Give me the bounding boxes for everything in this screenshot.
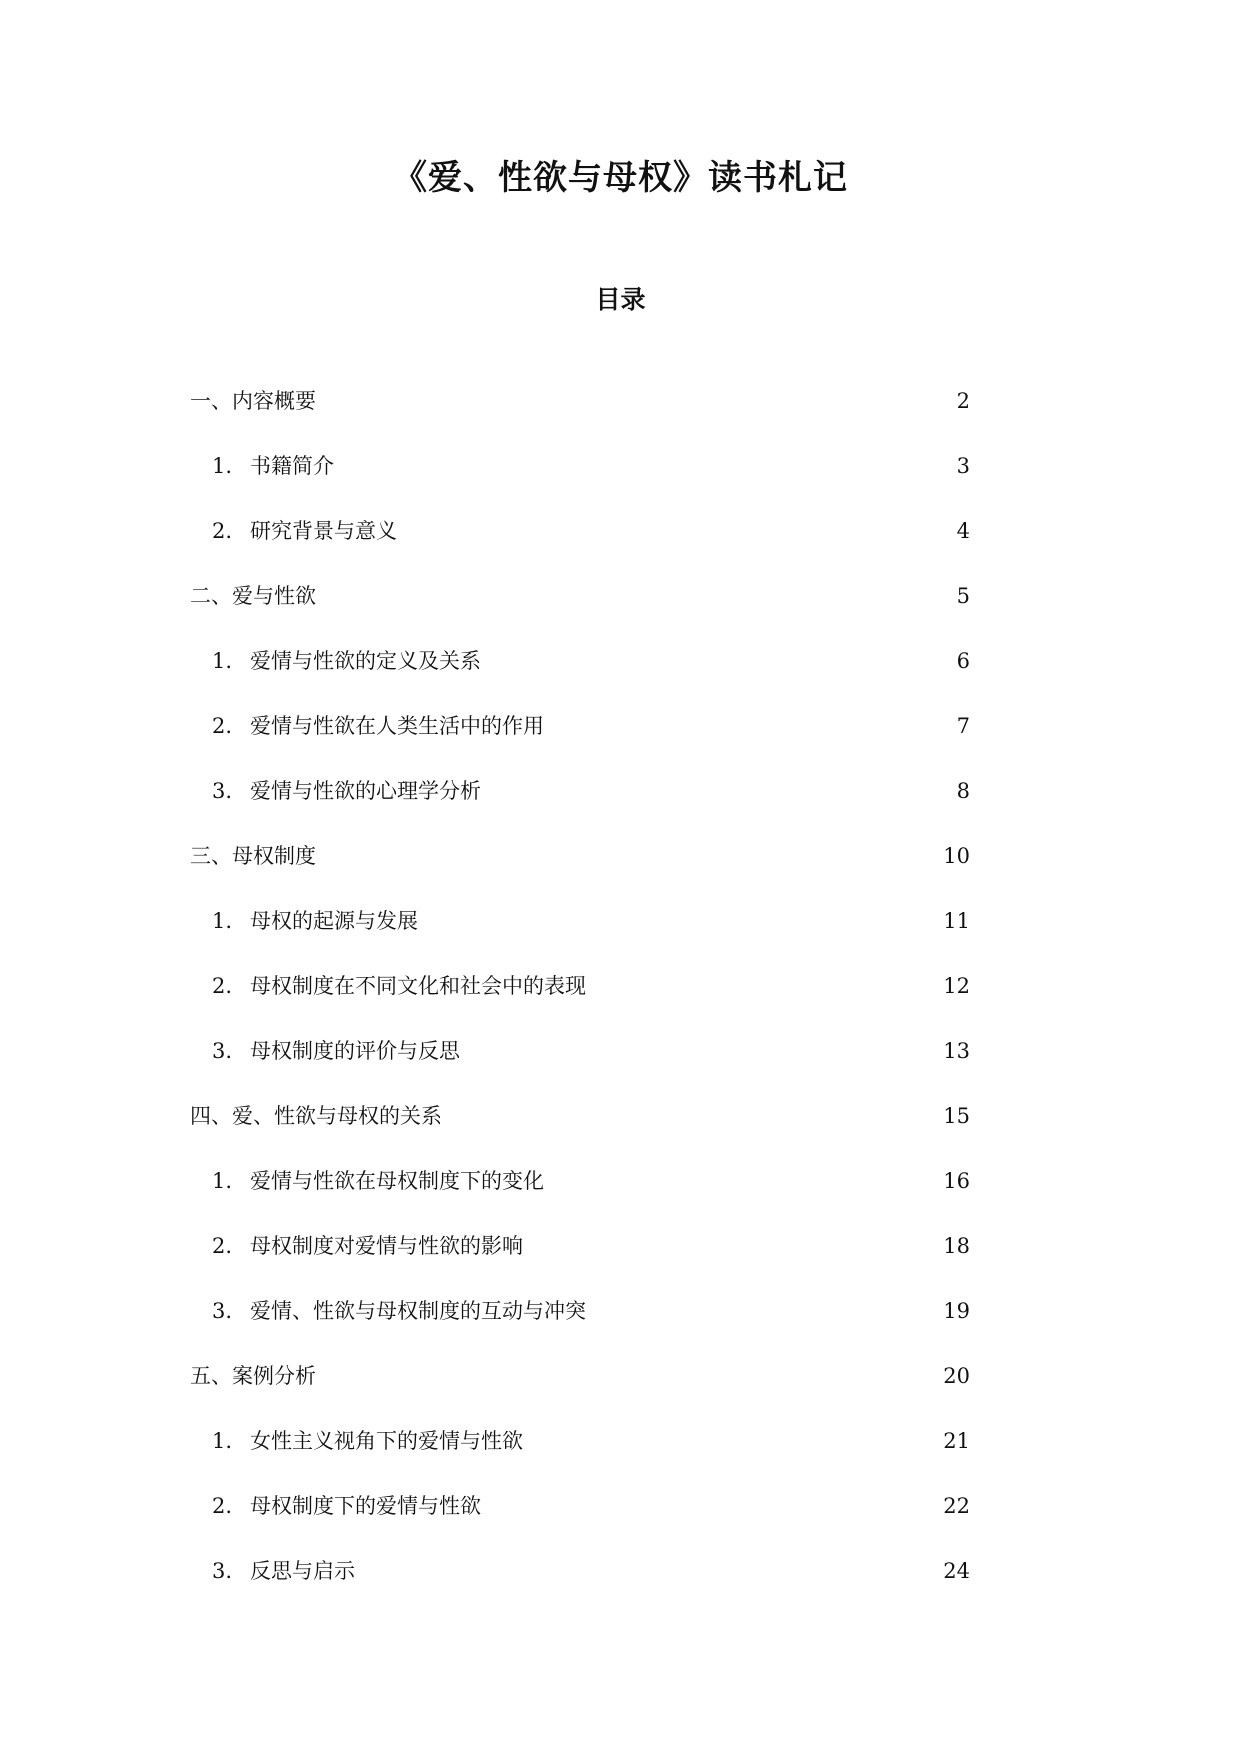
toc-subentry-label — [190, 1030, 460, 1072]
toc-subentry-title: 母权制度的评价与反思 — [250, 1039, 460, 1063]
toc-subentry-title: 研究背景与意义 — [250, 519, 397, 543]
toc-subentry-label — [190, 445, 334, 487]
toc-leader-dots — [527, 1423, 939, 1443]
toc-leader-dots — [401, 513, 952, 533]
toc-page-number: 18 — [943, 1234, 970, 1258]
toc-subentry-label — [190, 1225, 523, 1267]
toc-subentry-title: 母权制度在不同文化和社会中的表现 — [250, 974, 586, 998]
toc-leader-dots — [320, 383, 952, 403]
toc-page-number: 13 — [943, 1039, 970, 1063]
toc-subentry[interactable] — [190, 1420, 970, 1485]
toc-page-number: 3 — [956, 454, 970, 478]
toc-subentry[interactable] — [190, 1485, 970, 1550]
table-of-contents — [190, 380, 970, 1615]
toc-subentry[interactable] — [190, 1225, 970, 1290]
toc-subentry-title: 书籍简介 — [250, 454, 334, 478]
toc-leader-dots — [338, 448, 952, 468]
toc-subentry-label — [190, 1290, 586, 1332]
toc-page-number: 20 — [943, 1364, 970, 1388]
toc-subentry[interactable] — [190, 640, 970, 705]
toc-subentry-number: 3. — [212, 1039, 233, 1063]
toc-subentry-label — [190, 900, 418, 942]
toc-entry-title: 一、内容概要 — [190, 389, 316, 413]
toc-subentry-label — [190, 965, 586, 1007]
toc-leader-dots — [320, 578, 952, 598]
toc-subentry-title: 母权制度下的爱情与性欲 — [250, 1494, 481, 1518]
toc-subentry-title: 爱情与性欲的心理学分析 — [250, 779, 481, 803]
toc-page-number: 12 — [943, 974, 970, 998]
toc-page-number: 15 — [943, 1104, 970, 1128]
toc-leader-dots — [422, 903, 939, 923]
toc-subentry[interactable] — [190, 1160, 970, 1225]
toc-subentry-number: 2. — [212, 519, 233, 543]
toc-heading: 目录 — [595, 285, 646, 314]
toc-subentry-number: 1. — [212, 1429, 233, 1453]
toc-entry-title: 五、案例分析 — [190, 1364, 316, 1388]
toc-page-number: 5 — [956, 584, 970, 608]
toc-subentry-label — [190, 770, 481, 812]
toc-subentry[interactable] — [190, 1030, 970, 1095]
toc-subentry-number: 1. — [212, 454, 233, 478]
toc-page-number: 10 — [943, 844, 970, 868]
toc-leader-dots — [548, 1163, 939, 1183]
toc-subentry[interactable] — [190, 1550, 970, 1615]
toc-leader-dots — [320, 838, 939, 858]
toc-leader-dots — [446, 1098, 939, 1118]
toc-subentry-title: 母权的起源与发展 — [250, 909, 418, 933]
toc-subentry[interactable] — [190, 1290, 970, 1355]
toc-subentry-number: 3. — [212, 1299, 233, 1323]
toc-subentry[interactable] — [190, 770, 970, 835]
toc-subentry[interactable] — [190, 900, 970, 965]
toc-page-number: 19 — [943, 1299, 970, 1323]
toc-subentry-title: 爱情与性欲在母权制度下的变化 — [250, 1169, 544, 1193]
toc-leader-dots — [548, 708, 952, 728]
toc-subentry-title: 母权制度对爱情与性欲的影响 — [250, 1234, 523, 1258]
toc-subentry-title: 反思与启示 — [250, 1559, 355, 1583]
toc-subentry-number: 2. — [212, 714, 233, 738]
toc-leader-dots — [464, 1033, 939, 1053]
toc-subentry[interactable] — [190, 705, 970, 770]
toc-entry-title: 二、爱与性欲 — [190, 584, 316, 608]
toc-subentry[interactable] — [190, 510, 970, 575]
toc-entry-title: 三、母权制度 — [190, 844, 316, 868]
toc-subentry-label — [190, 1550, 355, 1592]
toc-entry[interactable] — [190, 1355, 970, 1420]
toc-page-number: 16 — [943, 1169, 970, 1193]
toc-leader-dots — [527, 1228, 939, 1248]
toc-page-number: 21 — [943, 1429, 970, 1453]
toc-subentry-label — [190, 1420, 523, 1462]
toc-page-number: 4 — [956, 519, 970, 543]
toc-subentry-label — [190, 640, 481, 682]
toc-leader-dots — [485, 643, 952, 663]
toc-subentry-title: 爱情与性欲在人类生活中的作用 — [250, 714, 544, 738]
toc-subentry-label — [190, 510, 397, 552]
toc-subentry-number: 2. — [212, 1234, 233, 1258]
toc-page-number: 7 — [956, 714, 970, 738]
toc-entry-title: 四、爱、性欲与母权的关系 — [190, 1104, 442, 1128]
toc-subentry-number: 3. — [212, 1559, 233, 1583]
toc-leader-dots — [590, 968, 939, 988]
toc-page-number: 6 — [956, 649, 970, 673]
toc-entry[interactable] — [190, 1095, 970, 1160]
toc-subentry-number: 1. — [212, 1169, 233, 1193]
toc-subentry-number: 2. — [212, 974, 233, 998]
toc-subentry-number: 3. — [212, 779, 233, 803]
toc-page-number: 8 — [956, 779, 970, 803]
toc-page-number: 22 — [943, 1494, 970, 1518]
toc-entry[interactable] — [190, 835, 970, 900]
toc-leader-dots — [485, 1488, 939, 1508]
toc-subentry-number: 1. — [212, 909, 233, 933]
toc-page-number: 11 — [943, 909, 970, 933]
toc-entry[interactable] — [190, 575, 970, 640]
toc-page-number: 2 — [956, 389, 970, 413]
toc-leader-dots — [320, 1358, 939, 1378]
document-title: 《爱、性欲与母权》读书札记 — [393, 158, 848, 198]
toc-leader-dots — [590, 1293, 939, 1313]
toc-page-number: 24 — [943, 1559, 970, 1583]
toc-leader-dots — [359, 1553, 939, 1573]
toc-subentry-label — [190, 1485, 481, 1527]
toc-subentry-label — [190, 1160, 544, 1202]
toc-subentry-number: 2. — [212, 1494, 233, 1518]
toc-subentry-label — [190, 705, 544, 747]
toc-leader-dots — [485, 773, 952, 793]
toc-subentry[interactable] — [190, 965, 970, 1030]
toc-subentry-title: 女性主义视角下的爱情与性欲 — [250, 1429, 523, 1453]
toc-subentry[interactable] — [190, 445, 970, 510]
toc-subentry-title: 爱情、性欲与母权制度的互动与冲突 — [250, 1299, 586, 1323]
toc-subentry-number: 1. — [212, 649, 233, 673]
toc-entry[interactable] — [190, 380, 970, 445]
toc-subentry-title: 爱情与性欲的定义及关系 — [250, 649, 481, 673]
